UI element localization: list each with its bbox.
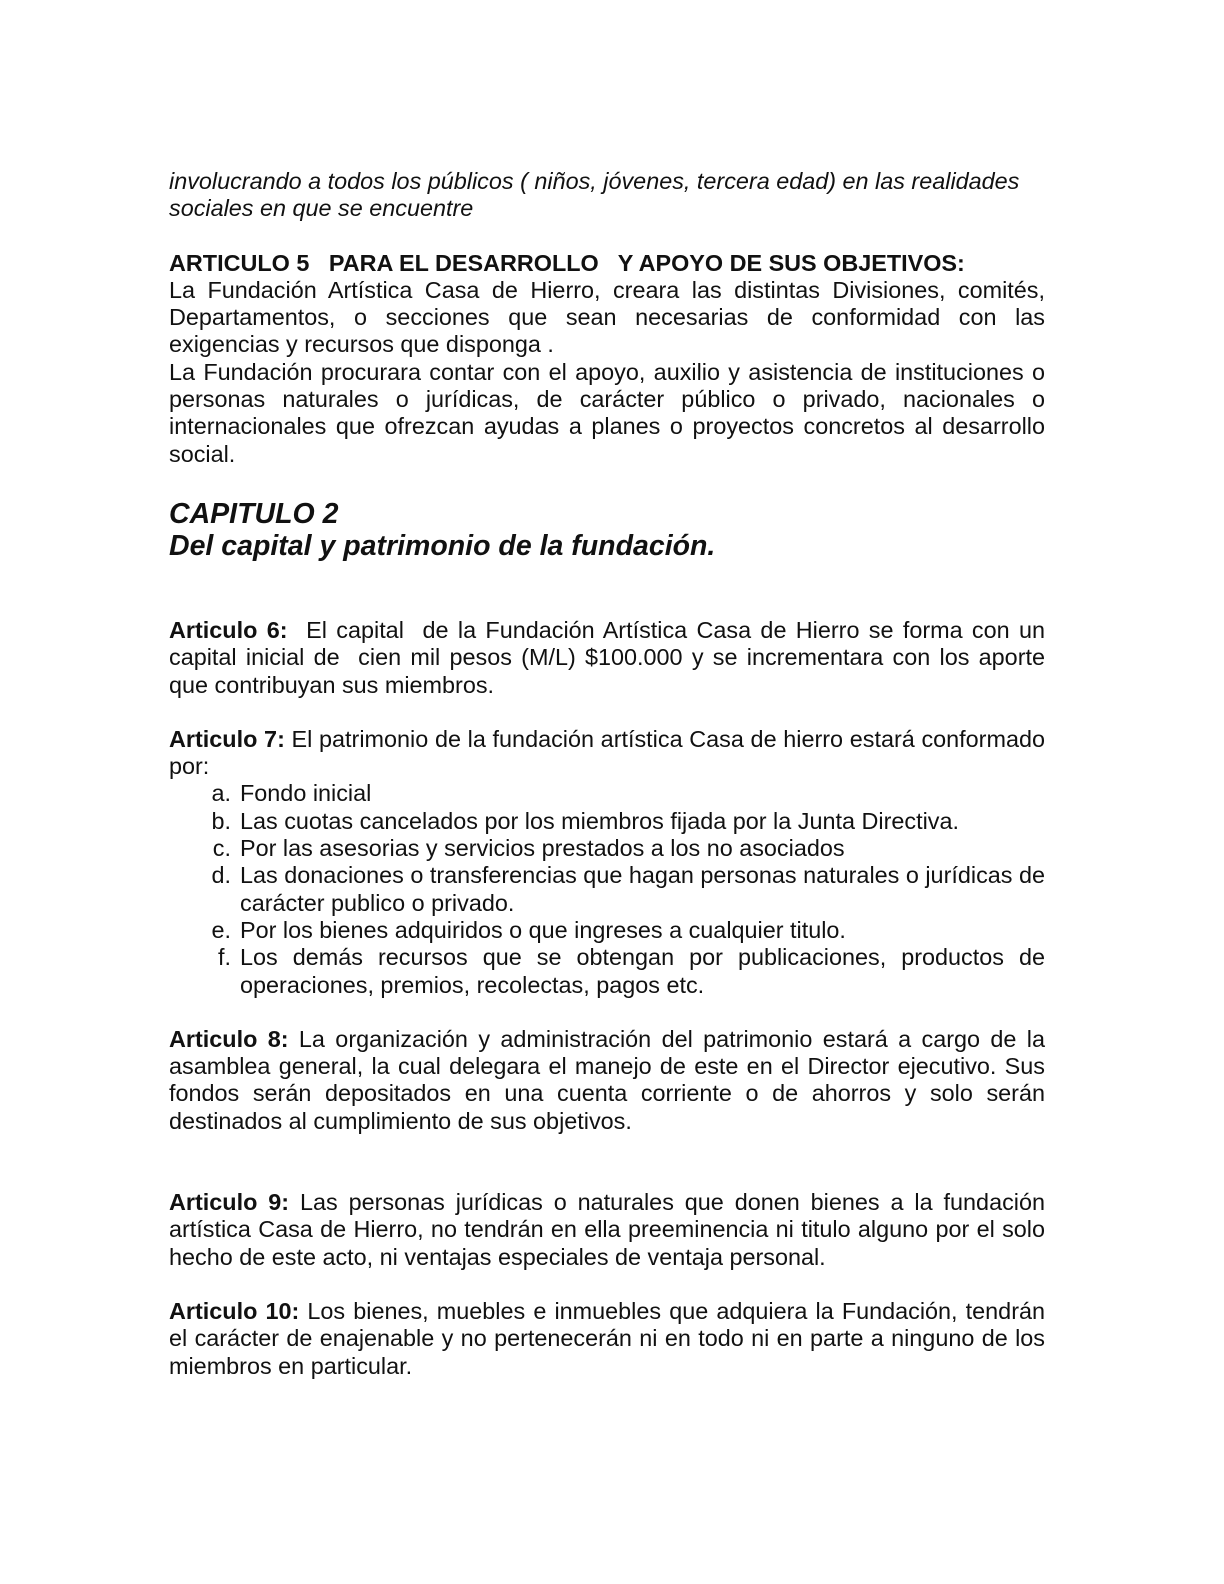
articulo-6-label: Articulo 6: [169,616,288,643]
list-item [169,835,1045,862]
list-item-marker: d. [211,862,231,889]
list-item-marker: f. [218,944,231,971]
intro-paragraph: involucrando a todos los públicos ( niños, jóvenes, tercera edad) en las realidades sociales en que se encuentre [169,168,1020,222]
articulo-10-label: Articulo 10: [169,1297,300,1324]
articulo-7-paragraph [169,726,1045,781]
list-item-text: Los demás recursos que se obtengan por publicaciones, productos de operaciones, premios, recolectas, pagos etc. [240,944,1045,998]
articulo-7-label: Articulo 7: [169,725,285,752]
articulo-9-paragraph [169,1189,1045,1271]
articulo-8-text: La organización y administración del patrimonio estará a cargo de la asamblea general, la cual delegara el manejo de este en el Director ejecutivo. Sus fondos serán depositados en una cuenta corriente o de ahorros y solo serán destinados al cumplimiento de sus objetivos. [169,1025,1045,1134]
list-item-text: Por los bienes adquiridos o que ingreses a cualquier titulo. [240,916,846,943]
articulo-7-list [169,780,1045,998]
document-page [169,168,1052,1380]
chapter-number: CAPITULO 2 [169,497,339,530]
articulo-10-paragraph [169,1298,1045,1380]
list-item-text: Las donaciones o transferencias que hagan personas naturales o jurídicas de carácter publico o privado. [240,862,1045,916]
articulo-9-label: Articulo 9: [169,1189,290,1216]
articulo-8-paragraph [169,1026,1045,1135]
articulo-7-text: El patrimonio de la fundación artística Casa de hierro estará conformado por: [169,725,1045,780]
articulo-10-text: Los bienes, muebles e inmuebles que adquiera la Fundación, tendrán el carácter de enajenable y no pertenecerán ni en todo ni en parte a ninguno de los miembros en particular. [169,1297,1045,1379]
articulo-8-label: Articulo 8: [169,1025,289,1052]
list-item-text: Las cuotas cancelados por los miembros fijada por la Junta Directiva. [240,807,959,834]
articulo-5-heading: ARTICULO 5 PARA EL DESARROLLO Y APOYO DE SUS OBJETIVOS: [169,249,965,276]
list-item-text: Por las asesorias y servicios prestados a los no asociados [240,835,845,862]
list-item-marker: a. [211,780,231,807]
list-item-marker: c. [212,835,231,862]
list-item [169,808,1045,835]
list-item [169,944,1045,999]
articulo-9-text: Las personas jurídicas o naturales que donen bienes a la fundación artística Casa de Hierro, no tendrán en ella preeminencia ni titulo alguno por el solo hecho de este acto, ni ventajas especiales de ventaja personal. [169,1189,1045,1270]
articulo-5-paragraph-2: La Fundación procurara contar con el apoyo, auxilio y asistencia de instituciones o personas naturales o jurídicas, de carácter público o privado, nacionales o internacionales que ofrezcan ayudas a planes o proyectos concretos al desarrollo social. [169,358,1045,467]
list-item [169,780,1045,807]
list-item [169,862,1045,917]
articulo-5-paragraph-1: La Fundación Artística Casa de Hierro, creara las distintas Divisiones, comités, Departamentos, o secciones que sean necesarias de conformidad con las exigencias y recursos que disponga . [169,276,1045,358]
chapter-title: Del capital y patrimonio de la fundación. [169,530,716,563]
list-item-marker: b. [211,807,231,834]
articulo-6-paragraph [169,616,1052,699]
list-item-marker: e. [211,916,231,943]
list-item-text: Fondo inicial [240,780,372,807]
articulo-6-text: El capital de la Fundación Artística Casa de Hierro se forma con un capital inicial de cien mil pesos (M/L) $100.000 y se incrementara con los aporte que contribuyan sus miembros. [169,616,1052,698]
list-item [169,917,1045,944]
